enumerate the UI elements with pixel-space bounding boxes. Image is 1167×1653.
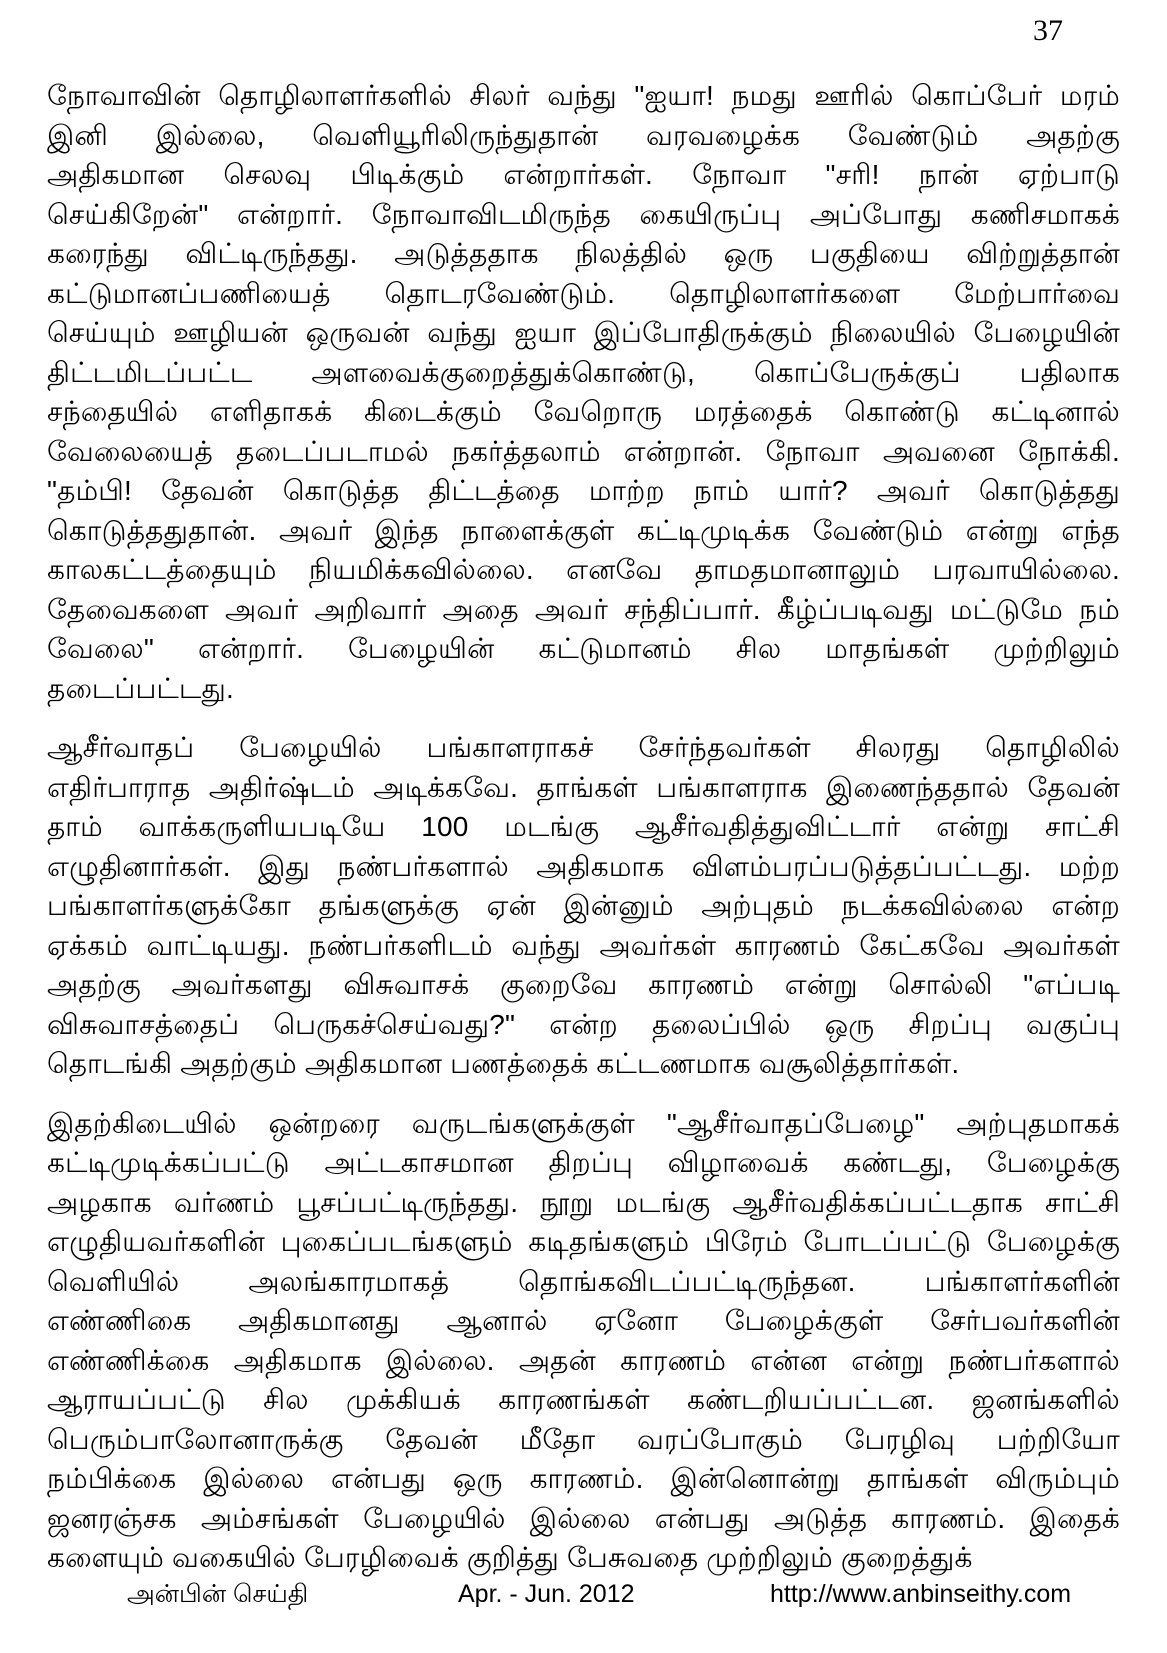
text-line: அதற்கு அவர்களது விசுவாசக் குறைவே காரணம் என்று சொல்லி "எப்படி: [47, 969, 1120, 1000]
text-line: எண்ணிக்கை அதிகமாக இல்லை. அதன் காரணம் என்ன என்று நண்பர்களால்: [47, 1344, 1120, 1376]
text-line: விசுவாசத்தைப் பெருகச்செய்வது?" என்ற தலைப்பில் ஒரு சிறப்பு வகுப்பு: [47, 1008, 1120, 1040]
paragraph-2: [47, 728, 1120, 1084]
text-line: எழுதினார்கள். இது நண்பர்களால் அதிகமாக விளம்பரப்படுத்தப்பட்டது. மற்ற: [47, 850, 1120, 882]
page-number: 37: [1033, 14, 1063, 47]
page-footer: [0, 1580, 1167, 1616]
text-line: எண்ணிகை அதிகமானது ஆனால் ஏனோ பேழைக்குள் சேர்பவர்களின்: [47, 1305, 1120, 1336]
text-line: நம்பிக்கை இல்லை என்பது ஒரு காரணம். இன்னொன்று தாங்கள் விரும்பும்: [47, 1463, 1120, 1494]
text-line: கட்டிமுடிக்கப்பட்டு அட்டகாசமான திறப்பு விழாவைக் கண்டது, பேழைக்கு: [47, 1147, 1120, 1178]
text-line: செய்கிறேன்" என்றார். நோவாவிடமிருந்த கையிருப்பு அப்போது கணிசமாகக்: [47, 198, 1120, 230]
text-line: அழகாக வர்ணம் பூசப்பட்டிருந்தது. நூறு மடங்கு ஆசீர்வதிக்கப்பட்டதாக சாட்சி: [47, 1186, 1120, 1218]
text-line: ஏக்கம் வாட்டியது. நண்பர்களிடம் வந்து அவர்கள் காரணம் கேட்கவே அவர்கள்: [47, 929, 1120, 961]
text-line: "தம்பி! தேவன் கொடுத்த திட்டத்தை மாற்ற நாம் யார்? அவர் கொடுத்தது: [47, 475, 1120, 506]
paragraph-1: [47, 76, 1120, 708]
footer-website-url[interactable]: http://www.anbinseithy.com: [770, 1580, 1072, 1608]
text-line: தாம் வாக்கருளியபடியே 100 மடங்கு ஆசீர்வதித்துவிட்டார் என்று சாட்சி: [47, 811, 1120, 842]
text-line: ஜனரஞ்சக அம்சங்கள் பேழையில் இல்லை என்பது அடுத்த காரணம். இதைக்: [47, 1502, 1120, 1534]
footer-magazine-title: அன்பின் செய்தி: [127, 1580, 309, 1608]
text-line: கரைந்து விட்டிருந்தது. அடுத்ததாக நிலத்தில் ஒரு பகுதியை விற்றுத்தான்: [47, 238, 1120, 269]
text-line: இனி இல்லை, வெளியூரிலிருந்துதான் வரவழைக்க வேண்டும் அதற்கு: [47, 119, 1120, 151]
footer-issue-date: Apr. - Jun. 2012: [458, 1580, 635, 1608]
text-line: காலகட்டத்தையும் நியமிக்கவில்லை. எனவே தாமதமானாலும் பரவாயில்லை.: [47, 554, 1120, 585]
text-line: தொடங்கி அதற்கும் அதிகமான பணத்தைக் கட்டணமாக வசூலித்தார்கள்.: [47, 1048, 960, 1079]
text-line: அதிகமான செலவு பிடிக்கும் என்றார்கள். நோவா "சரி! நான் ஏற்பாடு: [47, 159, 1120, 190]
text-line: சந்தையில் எளிதாகக் கிடைக்கும் வேறொரு மரத்தைக் கொண்டு கட்டினால்: [47, 396, 1120, 427]
text-line: செய்யும் ஊழியன் ஒருவன் வந்து ஐயா இப்போதிருக்கும் நிலையில் பேழையின்: [47, 317, 1120, 348]
text-line: ஆசீர்வாதப் பேழையில் பங்காளராகச் சேர்ந்தவர்கள் சிலரது தொழிலில்: [47, 732, 1120, 763]
text-line: ஆராயப்பட்டு சில முக்கியக் காரணங்கள் கண்டறியப்பட்டன. ஜனங்களில்: [47, 1384, 1120, 1415]
text-line: களையும் வகையில் பேரழிவைக் குறித்து பேசுவதை முற்றிலும் குறைத்துக்: [47, 1542, 973, 1573]
text-line: நோவாவின் தொழிலாளர்களில் சிலர் வந்து "ஐயா! நமது ஊரில் கொப்பேர் மரம்: [47, 80, 1120, 111]
text-line: எழுதியவர்களின் புகைப்படங்களும் கடிதங்களும் பிரேம் போடப்பட்டு பேழைக்கு: [47, 1226, 1120, 1257]
text-line: எதிர்பாராத அதிர்ஷ்டம் அடிக்கவே. தாங்கள் பங்காளராக இணைந்ததால் தேவன்: [47, 771, 1120, 803]
text-line: தேவைகளை அவர் அறிவார் அதை அவர் சந்திப்பார். கீழ்ப்படிவது மட்டுமே நம்: [47, 593, 1120, 625]
text-line: வெளியில் அலங்காரமாகத் தொங்கவிடப்பட்டிருந்தன. பங்காளர்களின்: [47, 1265, 1120, 1297]
text-line: தடைப்பட்டது.: [47, 672, 234, 704]
text-line: பங்காளர்களுக்கோ தங்களுக்கு ஏன் இன்னும் அற்புதம் நடக்கவில்லை என்ற: [47, 890, 1120, 921]
text-line: வேலை" என்றார். பேழையின் கட்டுமானம் சில மாதங்கள் முற்றிலும்: [47, 633, 1120, 664]
paragraph-3: [47, 1104, 1120, 1578]
text-line: பெரும்பாலோனாருக்கு தேவன் மீதோ வரப்போகும் பேரழிவு பற்றியோ: [47, 1423, 1120, 1455]
body-text: [47, 76, 1120, 1598]
text-line: இதற்கிடையில் ஒன்றரை வருடங்களுக்குள் "ஆசீர்வாதப்பேழை" அற்புதமாகக்: [47, 1107, 1120, 1139]
text-line: திட்டமிடப்பட்ட அளவைக்குறைத்துக்கொண்டு, கொப்பேருக்குப் பதிலாக: [47, 356, 1120, 388]
text-line: கொடுத்ததுதான். அவர் இந்த நாளைக்குள் கட்டிமுடிக்க வேண்டும் என்று எந்த: [47, 514, 1120, 546]
text-line: வேலையைத் தடைப்படாமல் நகர்த்தலாம் என்றான். நோவா அவனை நோக்கி.: [47, 435, 1120, 467]
text-line: கட்டுமானப்பணியைத் தொடரவேண்டும். தொழிலாளர்களை மேற்பார்வை: [47, 277, 1120, 309]
